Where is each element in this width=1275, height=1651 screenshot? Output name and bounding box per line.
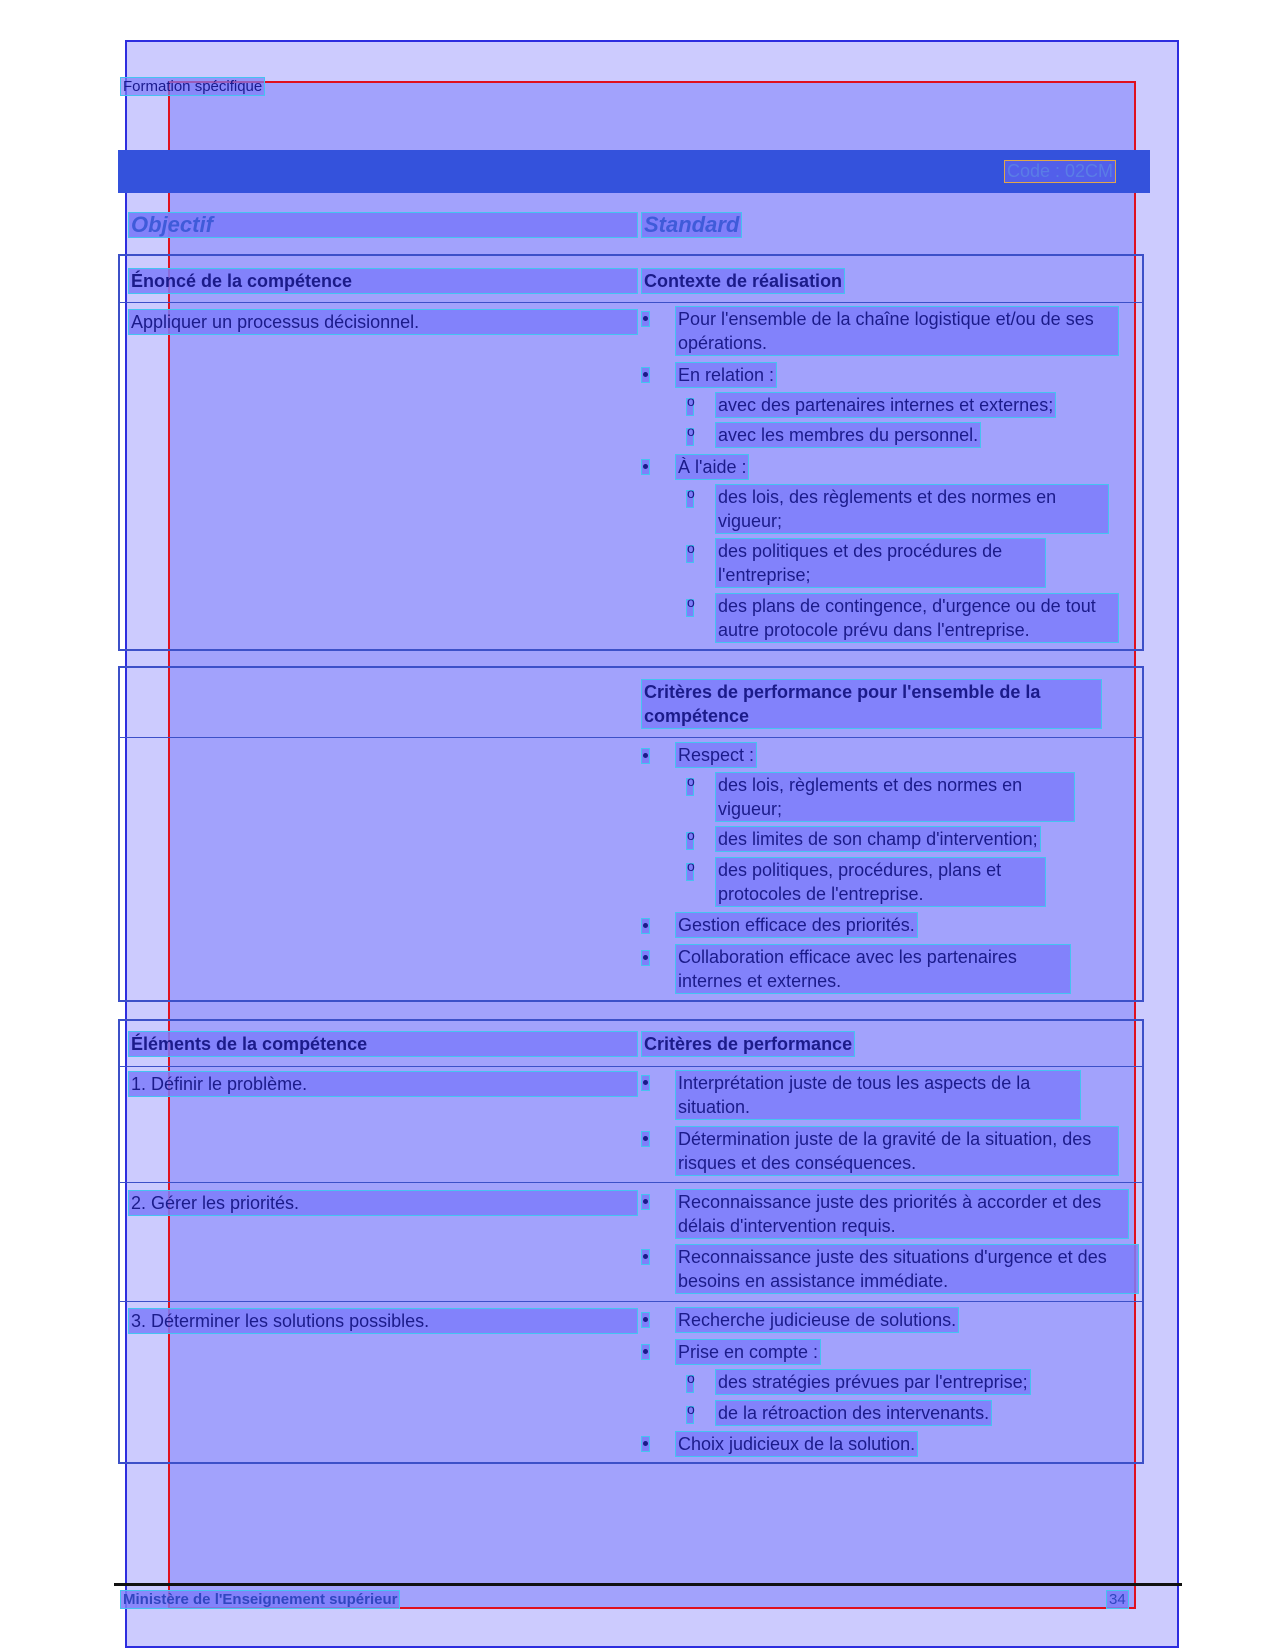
table-divider	[120, 1066, 1142, 1067]
context-subitem: avec les membres du personnel.	[715, 422, 981, 448]
code-bar	[118, 150, 1150, 193]
objective-title: Objectif	[128, 212, 638, 238]
bullet-icon	[641, 1436, 650, 1452]
sub-bullet-icon	[686, 832, 694, 850]
sub-bullet-icon	[686, 1406, 694, 1424]
element-item: 2. Gérer les priorités.	[128, 1190, 638, 1216]
page-number: 34	[1106, 1590, 1129, 1609]
context-item: À l'aide :	[675, 454, 749, 480]
bullet-icon	[641, 1249, 650, 1265]
criteria-item: Choix judicieux de la solution.	[675, 1431, 918, 1457]
performance-heading: Critères de performance	[641, 1031, 855, 1057]
sub-bullet-icon	[686, 398, 694, 416]
context-heading: Contexte de réalisation	[641, 268, 845, 294]
standard-title: Standard	[641, 212, 742, 238]
bullet-icon	[641, 1194, 650, 1210]
criteria-subitem: des lois, règlements et des normes en vigueur;	[715, 772, 1075, 822]
criteria-item: Respect :	[675, 742, 757, 768]
table-divider	[120, 1182, 1142, 1183]
table-divider	[120, 737, 1142, 738]
bullet-icon	[641, 1075, 650, 1091]
criteria-item: Prise en compte :	[675, 1339, 821, 1365]
sub-bullet-icon	[686, 1375, 694, 1393]
context-subitem: des plans de contingence, d'urgence ou de tout autre protocole prévu dans l'entreprise.	[715, 593, 1119, 643]
program-header: Formation spécifique	[120, 77, 265, 96]
context-item: En relation :	[675, 362, 777, 388]
table-divider	[120, 302, 1142, 303]
sub-bullet-icon	[686, 428, 694, 446]
bullet-icon	[641, 459, 650, 475]
footer-ministry: Ministère de l'Enseignement supérieur	[120, 1590, 400, 1609]
bullet-icon	[641, 1344, 650, 1360]
table-divider	[120, 1301, 1142, 1302]
criteria-item: Gestion efficace des priorités.	[675, 912, 918, 938]
context-subitem: des politiques et des procédures de l'entreprise;	[715, 538, 1046, 588]
bullet-icon	[641, 311, 650, 327]
element-item: 1. Définir le problème.	[128, 1071, 638, 1097]
criteria-item: Détermination juste de la gravité de la situation, des risques et des conséquences.	[675, 1126, 1119, 1176]
criteria-subitem: de la rétroaction des intervenants.	[715, 1400, 992, 1426]
sub-bullet-icon	[686, 863, 694, 881]
criteria-subitem: des stratégies prévues par l'entreprise;	[715, 1369, 1031, 1395]
bullet-icon	[641, 1312, 650, 1328]
sub-bullet-icon	[686, 490, 694, 508]
elements-heading: Éléments de la compétence	[128, 1031, 638, 1057]
sub-bullet-icon	[686, 778, 694, 796]
bullet-icon	[641, 1131, 650, 1147]
criteria-item: Reconnaissance juste des situations d'urgence et des besoins en assistance immédiate.	[675, 1244, 1139, 1294]
context-subitem: des lois, des règlements et des normes en vigueur;	[715, 484, 1109, 534]
footer-rule	[114, 1583, 1182, 1586]
criteria-item: Collaboration efficace avec les partenaires internes et externes.	[675, 944, 1071, 994]
criteria-item: Interprétation juste de tous les aspects de la situation.	[675, 1070, 1081, 1120]
criteria-subitem: des politiques, procédures, plans et protocoles de l'entreprise.	[715, 857, 1046, 907]
bullet-icon	[641, 748, 650, 764]
bullet-icon	[641, 367, 650, 383]
competency-code: Code : 02CM	[1004, 160, 1116, 183]
context-subitem: avec des partenaires internes et externes;	[715, 392, 1056, 418]
criteria-item: Reconnaissance juste des priorités à accorder et des délais d'intervention requis.	[675, 1189, 1129, 1239]
criteria-item: Recherche judicieuse de solutions.	[675, 1307, 959, 1333]
context-item: Pour l'ensemble de la chaîne logistique et/ou de ses opérations.	[675, 306, 1119, 356]
sub-bullet-icon	[686, 545, 694, 563]
sub-bullet-icon	[686, 599, 694, 617]
element-item: 3. Déterminer les solutions possibles.	[128, 1308, 638, 1334]
overall-criteria-heading: Critères de performance pour l'ensemble de la compétence	[641, 679, 1102, 729]
bullet-icon	[641, 918, 650, 934]
statement-heading: Énoncé de la compétence	[128, 268, 638, 294]
competency-statement: Appliquer un processus décisionnel.	[128, 309, 638, 335]
criteria-subitem: des limites de son champ d'intervention;	[715, 826, 1041, 852]
bullet-icon	[641, 950, 650, 966]
